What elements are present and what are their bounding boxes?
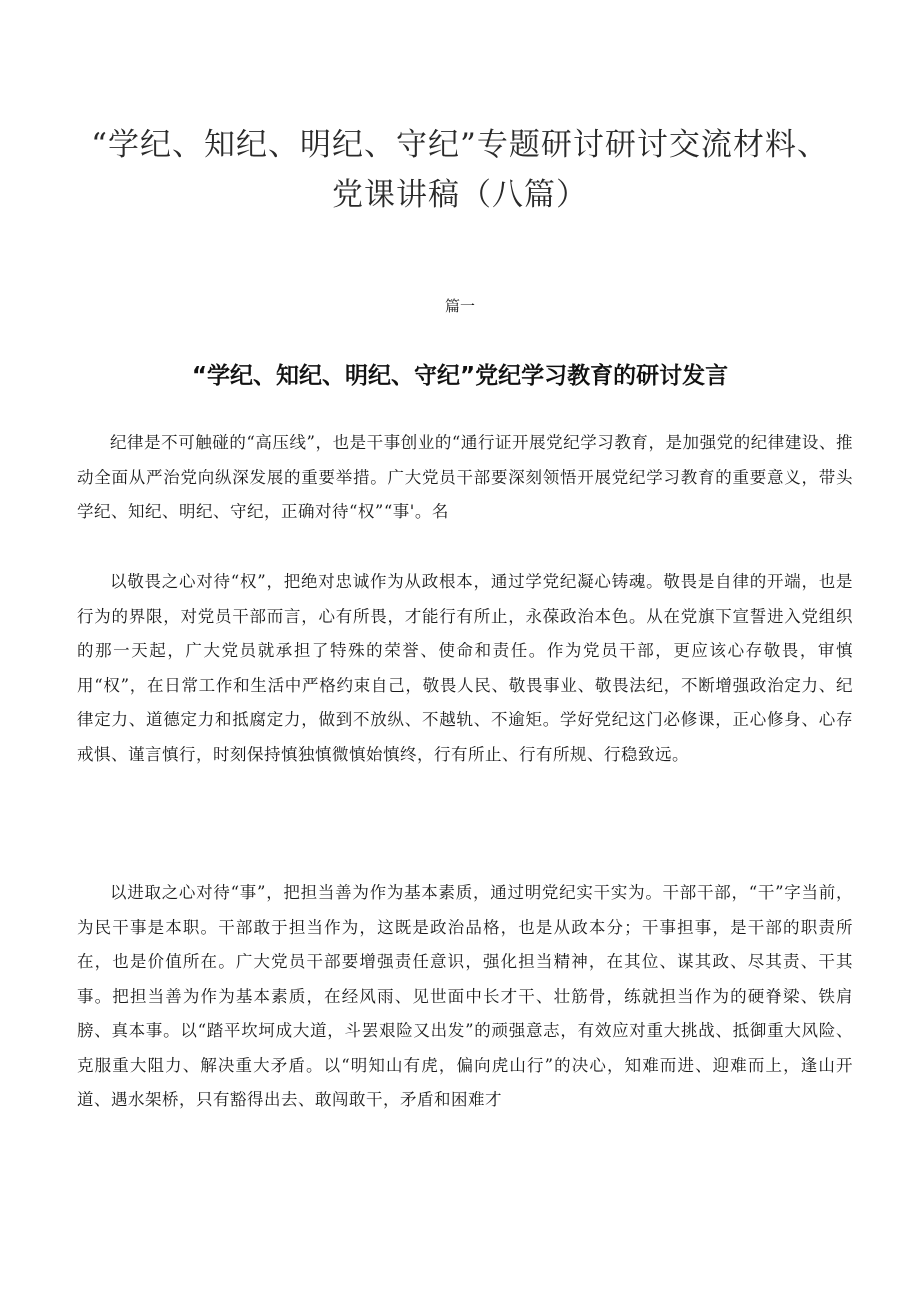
paragraph-2: 以敬畏之心对待“权”，把绝对忠诚作为从政根本，通过学党纪凝心铸魂。敬畏是自律的开端，也是行为的界限，对党员干部而言，心有所畏，才能行有所止，永葆政治本色。从在党旗下宣誓进入党组织的那一天起，广大党员就承担了特殊的荣誉、使命和责任。作为党员干部，更应该心存敬畏，审慎用“权”，在日常工作和生活中严格约束自己，敬畏人民、敬畏事业、敬畏法纪，不断增强政治定力、纪律定力、道德定力和抵腐定力，做到不放纵、不越轨、不逾矩。学好党纪这门必修课，正心修身、心存戒惧、谨言慎行，时刻保持慎独慎微慎始慎终，行有所止、行有所规、行稳致远。	[77, 572, 853, 764]
document-title: “学纪、知纪、明纪、守纪”专题研讨研讨交流材料、党课讲稿（八篇）	[91, 127, 829, 213]
section-title: “学纪、知纪、明纪、守纪”党纪学习教育的研讨发言	[191, 363, 729, 389]
paragraph-3: 以进取之心对待“事”，把担当善为作为基本素质，通过明党纪实干实为。干部干部，“干”字当前，为民干事是本职。干部敢于担当作为，这既是政治品格，也是从政本分；干事担事，是干部的职责所在，也是价值所在。广大党员干部要增强责任意识，强化担当精神，在其位、谋其政、尽其责、干其事。把担当善为作为基本素质，在经风雨、见世面中长才干、壮筋骨，练就担当作为的硬脊梁、铁肩膀、真本事。以“踏平坎坷成大道，斗罢艰险又出发”的顽强意志，有效应对重大挑战、抵御重大风险、克服重大阻力、解决重大矛盾。以“明知山有虎，偏向虎山行”的决心，知难而进、迎难而上，逢山开道、遇水架桥，只有豁得出去、敢闯敢干，矛盾和困难才	[77, 883, 853, 1109]
paragraph-1: 纪律是不可触碰的“高压线”，也是干事创业的“通行证开展党纪学习教育，是加强党的纪律建设、推动全面从严治党向纵深发展的重要举措。广大党员干部要深刻领悟开展党纪学习教育的重要意义，带头学纪、知纪、明纪、守纪，正确对待“权”“事'。名	[77, 433, 853, 521]
section-label: 篇一	[444, 297, 475, 315]
